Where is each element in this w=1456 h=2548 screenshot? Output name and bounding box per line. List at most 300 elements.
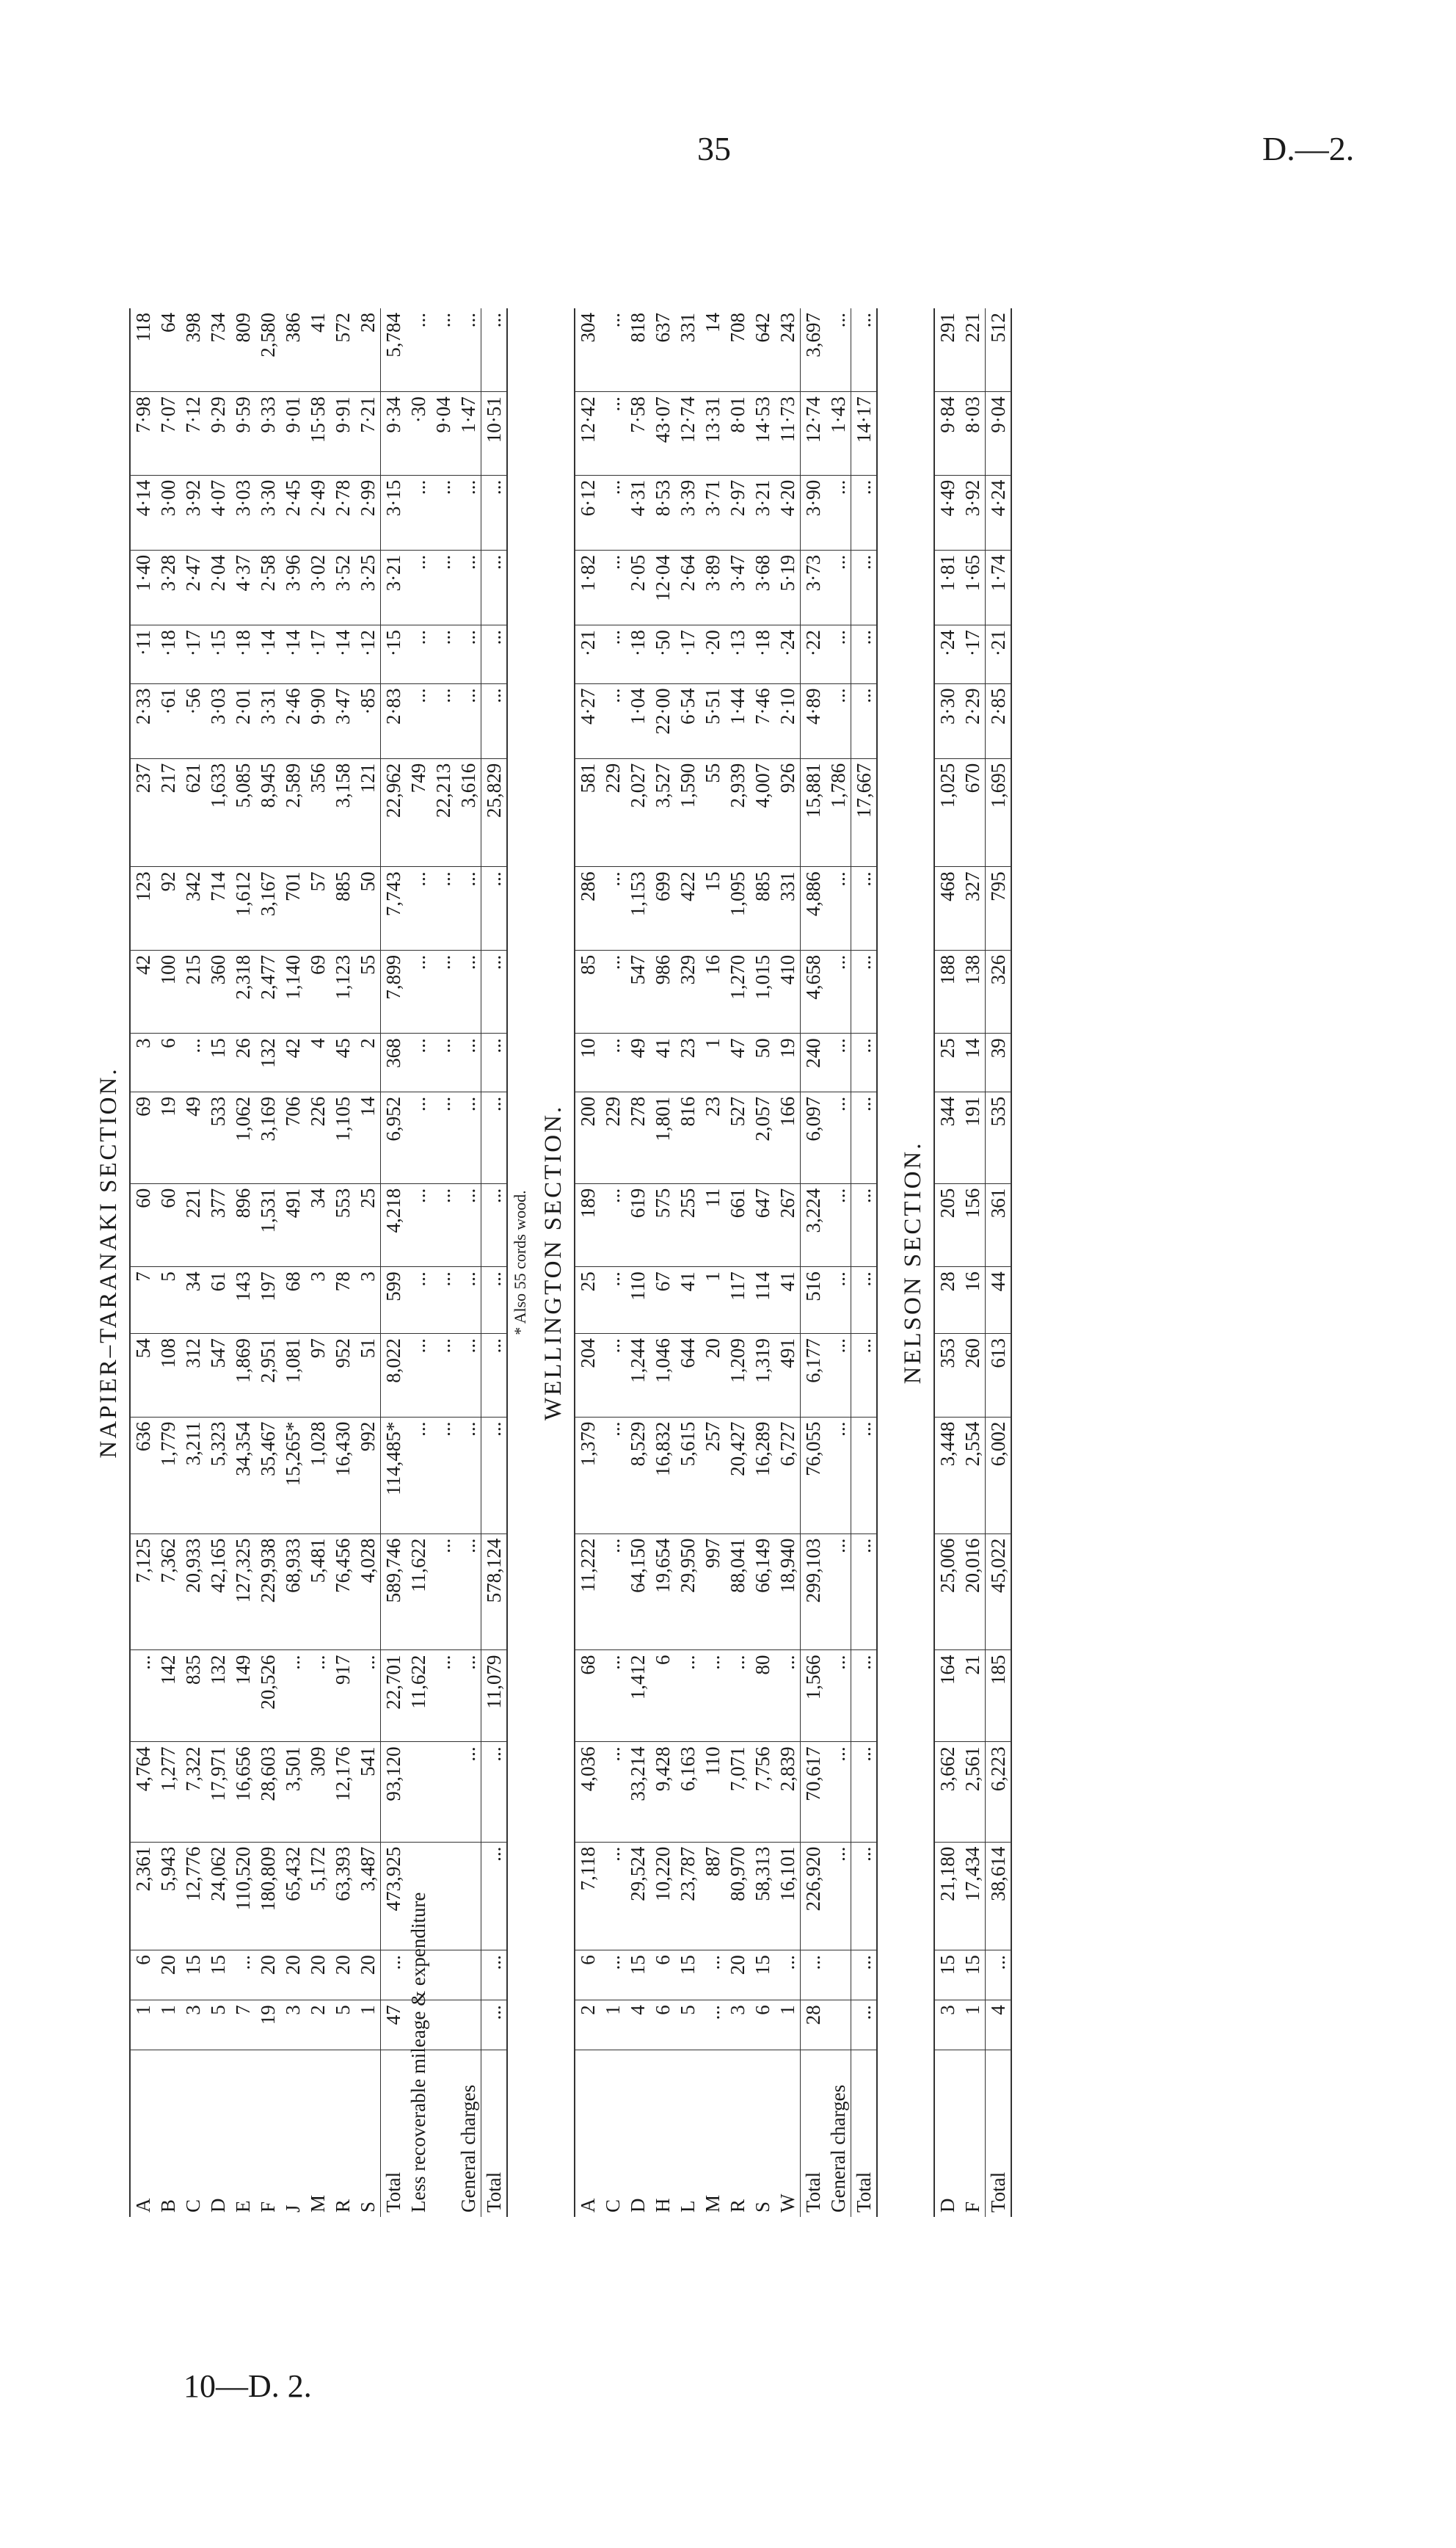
table-cell: A — [130, 2050, 156, 2217]
table-row — [205, 308, 230, 2217]
table-cell: 1,786 — [826, 758, 851, 867]
table-cell: 2,939 — [725, 758, 750, 867]
table-cell: 3·15 — [381, 475, 407, 550]
table-cell: 299,103 — [801, 1533, 826, 1650]
table-cell: 599 — [381, 1267, 407, 1334]
table-cell: 197 — [255, 1267, 280, 1334]
table-cell: 1·81 — [934, 550, 960, 625]
table-cell: 3·47 — [725, 550, 750, 625]
table-cell: 327 — [960, 867, 986, 951]
table-cell: ... — [600, 308, 625, 392]
table-cell: 5 — [330, 2000, 355, 2050]
table-cell: ... — [481, 1183, 508, 1267]
table-cell: ... — [600, 392, 625, 476]
table-cell: ... — [381, 1950, 407, 2000]
table-cell: ... — [826, 1842, 851, 1950]
table-cell: ... — [600, 867, 625, 951]
table-cell: 3,616 — [456, 758, 481, 867]
table-cell: 2,589 — [280, 758, 305, 867]
table-cell: 353 — [934, 1334, 960, 1418]
table-cell: 68,933 — [280, 1533, 305, 1650]
rotated-tables — [88, 308, 1380, 2217]
table-cell: 9·90 — [305, 683, 330, 758]
table-cell: ... — [456, 550, 481, 625]
table-cell: ... — [725, 1650, 750, 1742]
table-cell: ... — [851, 1950, 878, 2000]
table-cell: 9·59 — [230, 392, 255, 476]
table-cell: 1,209 — [725, 1334, 750, 1418]
table-cell: 28 — [355, 308, 381, 392]
table-cell: 4,886 — [801, 867, 826, 951]
table-cell: 19 — [156, 1092, 181, 1183]
table-cell: 11,079 — [481, 1650, 508, 1742]
table-cell: 3·21 — [750, 475, 775, 550]
table-cell: 2 — [575, 2000, 600, 2050]
table-cell: 12,776 — [181, 1842, 205, 1950]
table-cell: 60 — [156, 1183, 181, 1267]
table-row — [934, 308, 960, 2217]
table-cell: 3·31 — [255, 683, 280, 758]
table-cell: 80 — [750, 1650, 775, 1742]
table-cell: 20,427 — [725, 1417, 750, 1533]
table-cell — [431, 1842, 456, 1950]
table-cell: ... — [456, 1334, 481, 1418]
table-cell: 7·07 — [156, 392, 181, 476]
table-cell: 229 — [600, 758, 625, 867]
table-cell: 118 — [130, 308, 156, 392]
table-cell: 68 — [280, 1267, 305, 1334]
table-cell: 11 — [700, 1183, 725, 1267]
table-cell: 1,379 — [575, 1417, 600, 1533]
table-cell — [456, 1842, 481, 1950]
table-cell: 8,022 — [381, 1334, 407, 1418]
table-cell: 9,428 — [650, 1742, 675, 1842]
table-cell: 2·78 — [330, 475, 355, 550]
table-cell: ... — [456, 475, 481, 550]
table-cell: 4 — [986, 2000, 1012, 2050]
table-cell: 205 — [934, 1183, 960, 1267]
table-cell: 34 — [181, 1267, 205, 1334]
table-cell: ... — [826, 1742, 851, 1842]
table-cell: 2,361 — [130, 1842, 156, 1950]
table-cell: 699 — [650, 867, 675, 951]
table-row — [130, 308, 156, 2217]
table-cell: ... — [600, 1533, 625, 1650]
table-cell: 1,046 — [650, 1334, 675, 1418]
table-cell: 15 — [700, 867, 725, 951]
table-cell: 200 — [575, 1092, 600, 1183]
table-cell: ... — [481, 1417, 508, 1533]
table-cell: 5·19 — [775, 550, 801, 625]
table-cell: 5·51 — [700, 683, 725, 758]
table-cell: 952 — [330, 1334, 355, 1418]
table-cell: ... — [600, 475, 625, 550]
table-row — [851, 308, 878, 2217]
table-cell: 22,962 — [381, 758, 407, 867]
table-cell: 312 — [181, 1334, 205, 1418]
table-cell: 331 — [775, 867, 801, 951]
table-cell: ... — [406, 308, 431, 392]
table-cell: 6 — [650, 1950, 675, 2000]
table-cell: 5,784 — [381, 308, 407, 392]
table-cell: 512 — [986, 308, 1012, 392]
table-cell: ... — [305, 1650, 330, 1742]
table-cell: 25,006 — [934, 1533, 960, 1650]
table-cell: 516 — [801, 1267, 826, 1334]
table-cell: 818 — [625, 308, 650, 392]
table-cell: ... — [851, 950, 878, 1034]
table-cell: ... — [130, 1650, 156, 1742]
table-cell: ·18 — [625, 625, 650, 683]
table-cell: 1,244 — [625, 1334, 650, 1418]
table-cell: 12·74 — [801, 392, 826, 476]
section-title: NELSON SECTION. — [900, 1141, 926, 1384]
table-cell: Total — [801, 2050, 826, 2217]
table-cell: 2·10 — [775, 683, 801, 758]
table-row — [255, 308, 280, 2217]
table-cell: 7,071 — [725, 1742, 750, 1842]
table-cell: 35,467 — [255, 1417, 280, 1533]
table-cell: 342 — [181, 867, 205, 951]
table-cell: 708 — [725, 308, 750, 392]
table-row — [960, 308, 986, 2217]
table-cell: 491 — [775, 1334, 801, 1418]
table-cell: 4,218 — [381, 1183, 407, 1267]
table-cell: 16,289 — [750, 1417, 775, 1533]
table-cell: 3 — [355, 1267, 381, 1334]
table-cell: ... — [456, 1742, 481, 1842]
table-cell: 7·58 — [625, 392, 650, 476]
table-cell: 286 — [575, 867, 600, 951]
table-cell: ... — [775, 1950, 801, 2000]
table-cell: 636 — [130, 1417, 156, 1533]
table-cell: 1·44 — [725, 683, 750, 758]
table-cell: 3·02 — [305, 550, 330, 625]
table-cell: ... — [456, 950, 481, 1034]
table-cell — [826, 1950, 851, 2000]
table-cell: 578,124 — [481, 1533, 508, 1650]
table-cell: 21 — [960, 1650, 986, 1742]
table-cell: 4·20 — [775, 475, 801, 550]
table-cell: ·17 — [675, 625, 700, 683]
table-cell: 2·99 — [355, 475, 381, 550]
table-cell: ... — [600, 1650, 625, 1742]
table-cell: 6 — [130, 1950, 156, 2000]
table-cell: 7,743 — [381, 867, 407, 951]
table-cell: ... — [355, 1650, 381, 1742]
table-cell: 50 — [355, 867, 381, 951]
table-cell: 3,224 — [801, 1183, 826, 1267]
table-cell: 2·04 — [205, 550, 230, 625]
table-cell: ... — [456, 867, 481, 951]
table-cell: ... — [481, 308, 508, 392]
table-cell: 749 — [406, 758, 431, 867]
table-cell: ... — [431, 1533, 456, 1650]
table-cell: 12,176 — [330, 1742, 355, 1842]
table-cell: ·24 — [934, 625, 960, 683]
table-cell: 3·21 — [381, 550, 407, 625]
table-cell: ... — [826, 1650, 851, 1742]
table-cell: 361 — [986, 1183, 1012, 1267]
table-cell: 70,617 — [801, 1742, 826, 1842]
table-cell — [431, 2000, 456, 2050]
table-cell: 2·05 — [625, 550, 650, 625]
table-cell: ... — [431, 1267, 456, 1334]
table-cell: ... — [406, 867, 431, 951]
table-cell: 41 — [650, 1034, 675, 1092]
table-cell: 2,027 — [625, 758, 650, 867]
table-cell: 20,526 — [255, 1650, 280, 1742]
table-cell: E — [231, 2200, 254, 2213]
table-cell: ... — [456, 683, 481, 758]
table-row — [650, 308, 675, 2217]
table-cell: 191 — [960, 1092, 986, 1183]
table-cell: 69 — [305, 950, 330, 1034]
table-cell: ·11 — [130, 625, 156, 683]
table-cell: 7,125 — [130, 1533, 156, 1650]
table-cell: General charges — [826, 2084, 849, 2213]
table-cell: ... — [851, 1417, 878, 1533]
table-cell: 93,120 — [381, 1742, 407, 1842]
table-cell: ... — [851, 1034, 878, 1092]
table-cell: 15 — [181, 1950, 205, 2000]
table-cell: ·14 — [330, 625, 355, 683]
table-cell — [431, 1950, 456, 2000]
table-cell: 2,839 — [775, 1742, 801, 1842]
table-cell: 2·33 — [130, 683, 156, 758]
table-cell: 61 — [205, 1267, 230, 1334]
table-cell: 398 — [181, 308, 205, 392]
table-cell: ... — [826, 683, 851, 758]
table-cell: 92 — [156, 867, 181, 951]
table-cell: 55 — [700, 758, 725, 867]
table-cell: ... — [406, 1092, 431, 1183]
table-cell: 117 — [725, 1267, 750, 1334]
table-cell: 816 — [675, 1092, 700, 1183]
table-cell: ... — [826, 308, 851, 392]
table-cell: 7,899 — [381, 950, 407, 1034]
table-cell: ... — [851, 308, 878, 392]
table-cell: 65,432 — [280, 1842, 305, 1950]
table-cell: 33,214 — [625, 1742, 650, 1842]
table-cell: 51 — [355, 1334, 381, 1418]
table-cell: ... — [481, 550, 508, 625]
table-cell: 3·92 — [960, 475, 986, 550]
table-cell: 9·84 — [934, 392, 960, 476]
table-cell: 28,603 — [255, 1742, 280, 1842]
table-cell: 644 — [675, 1334, 700, 1418]
table-cell: 2,951 — [255, 1334, 280, 1418]
table-cell: 85 — [575, 950, 600, 1034]
table-cell: 4·14 — [130, 475, 156, 550]
table-cell: 1 — [700, 1267, 725, 1334]
table-row — [986, 308, 1012, 2217]
table-row — [406, 308, 431, 2217]
table-cell: 9·91 — [330, 392, 355, 476]
table-cell: 1,105 — [330, 1092, 355, 1183]
table-cell: 329 — [675, 950, 700, 1034]
table-cell: 885 — [330, 867, 355, 951]
table-cell: ... — [826, 1092, 851, 1183]
table-cell: ... — [481, 1092, 508, 1183]
table-cell: 5,615 — [675, 1417, 700, 1533]
table-cell: 3·30 — [255, 475, 280, 550]
table-cell: 6 — [650, 2000, 675, 2050]
table-cell: 6 — [650, 1650, 675, 1742]
table-cell: 34 — [305, 1183, 330, 1267]
table-cell: ... — [431, 475, 456, 550]
table-cell: ... — [600, 1950, 625, 2000]
table-cell: 17,667 — [851, 758, 878, 867]
table-cell: 3 — [280, 2000, 305, 2050]
table-cell: ... — [851, 1334, 878, 1418]
table-cell: 13·31 — [700, 392, 725, 476]
table-cell: ... — [600, 1267, 625, 1334]
table-cell: 5,943 — [156, 1842, 181, 1950]
table-cell: 2·47 — [181, 550, 205, 625]
table-cell: 637 — [650, 308, 675, 392]
table-cell: ... — [431, 1334, 456, 1418]
table-cell: ·85 — [355, 683, 381, 758]
table-cell: ... — [431, 1183, 456, 1267]
table-cell: 535 — [986, 1092, 1012, 1183]
table-cell: 127,325 — [230, 1533, 255, 1650]
table-cell: 3,527 — [650, 758, 675, 867]
table-cell: 20,933 — [181, 1533, 205, 1650]
table-cell: ·17 — [181, 625, 205, 683]
table-cell: 6,163 — [675, 1742, 700, 1842]
table-cell: 20 — [305, 1950, 330, 2000]
table-cell: 468 — [934, 867, 960, 951]
table-cell: 3·68 — [750, 550, 775, 625]
table-cell: 1 — [355, 2000, 381, 2050]
table-cell: ·13 — [725, 625, 750, 683]
table-cell: 23 — [700, 1092, 725, 1183]
table-cell: ... — [700, 2000, 725, 2050]
table-cell: 1,590 — [675, 758, 700, 867]
table-cell: ... — [181, 1034, 205, 1092]
table-cell: ... — [456, 1183, 481, 1267]
table-cell: 25 — [934, 1034, 960, 1092]
table-cell: 1·04 — [625, 683, 650, 758]
table-cell: ... — [406, 475, 431, 550]
table-cell: 14 — [960, 1034, 986, 1092]
table-cell: ... — [851, 867, 878, 951]
table-cell: ... — [851, 550, 878, 625]
section-title: WELLINGTON SECTION. — [540, 1104, 567, 1421]
table-cell: M — [701, 2194, 724, 2213]
table-cell: 5,085 — [230, 758, 255, 867]
table-cell: 4·07 — [205, 475, 230, 550]
table-cell: ... — [826, 550, 851, 625]
table-cell: 76,456 — [330, 1533, 355, 1650]
table-row — [600, 308, 625, 2217]
table-cell: 41 — [675, 1267, 700, 1334]
table-cell: 16,101 — [775, 1842, 801, 1950]
table-cell: ... — [280, 1650, 305, 1742]
table-cell: 2·29 — [960, 683, 986, 758]
table-cell: 1,025 — [934, 758, 960, 867]
table-cell: 4,658 — [801, 950, 826, 1034]
table-cell: 2 — [355, 1034, 381, 1092]
table-cell: 7·12 — [181, 392, 205, 476]
table-cell: 20 — [255, 1950, 280, 2000]
table-cell: 7 — [230, 2000, 255, 2050]
table-row — [381, 308, 407, 2217]
table-cell: 221 — [960, 308, 986, 392]
table-cell: 1·43 — [826, 392, 851, 476]
table-cell: D — [626, 2198, 649, 2213]
table-cell: 76,055 — [801, 1417, 826, 1533]
table-cell: 188 — [934, 950, 960, 1034]
table-cell: 422 — [675, 867, 700, 951]
table-cell: ... — [851, 1533, 878, 1650]
table-cell: 553 — [330, 1183, 355, 1267]
table-cell: 7,756 — [750, 1742, 775, 1842]
table-cell: 23 — [675, 1034, 700, 1092]
table-cell: 64,150 — [625, 1533, 650, 1650]
table-cell: 19 — [255, 2000, 280, 2050]
table-cell: 2·64 — [675, 550, 700, 625]
table-cell: 1,633 — [205, 758, 230, 867]
table-cell: 377 — [205, 1183, 230, 1267]
table-cell: 4·49 — [934, 475, 960, 550]
table-cell: 42 — [280, 1034, 305, 1092]
table-cell: ... — [431, 1650, 456, 1742]
table-cell: ... — [600, 683, 625, 758]
table-cell: 647 — [750, 1183, 775, 1267]
table-cell: 4 — [305, 1034, 330, 1092]
table-cell: S — [356, 2201, 379, 2213]
table-cell: 15,881 — [801, 758, 826, 867]
table-cell: L — [676, 2200, 699, 2213]
table-cell: 16 — [960, 1267, 986, 1334]
table-cell: 1,153 — [625, 867, 650, 951]
table-cell: 835 — [181, 1650, 205, 1742]
table-cell: 3·71 — [700, 475, 725, 550]
table-cell: 2·58 — [255, 550, 280, 625]
table-cell: 1 — [700, 1034, 725, 1092]
table-cell: ... — [851, 1650, 878, 1742]
table-row — [750, 308, 775, 2217]
table-cell: 25 — [355, 1183, 381, 1267]
section-title: NAPIER–TARANAKI SECTION. — [95, 1067, 122, 1459]
table-cell: 3·73 — [801, 550, 826, 625]
table-cell: ·12 — [355, 625, 381, 683]
table-cell: 344 — [934, 1092, 960, 1183]
table-cell: ·15 — [381, 625, 407, 683]
table-cell: 142 — [156, 1650, 181, 1742]
table-cell: 143 — [230, 1267, 255, 1334]
table-cell: 613 — [986, 1334, 1012, 1418]
table-cell: 356 — [305, 758, 330, 867]
table-cell: 156 — [960, 1183, 986, 1267]
table-cell: 67 — [650, 1267, 675, 1334]
table-cell: 78 — [330, 1267, 355, 1334]
table-cell: ... — [851, 475, 878, 550]
table-cell: ... — [406, 1334, 431, 1418]
table-cell: ... — [431, 308, 456, 392]
table-cell: 661 — [725, 1183, 750, 1267]
table-cell: 8·01 — [725, 392, 750, 476]
table-cell: 2,580 — [255, 308, 280, 392]
footer-reference: 10—D. 2. — [183, 2368, 312, 2404]
table-cell: 3 — [305, 1267, 330, 1334]
table-cell — [456, 1950, 481, 2000]
table-cell: 5 — [156, 1267, 181, 1334]
table-row — [355, 308, 381, 2217]
table-cell: ... — [431, 683, 456, 758]
